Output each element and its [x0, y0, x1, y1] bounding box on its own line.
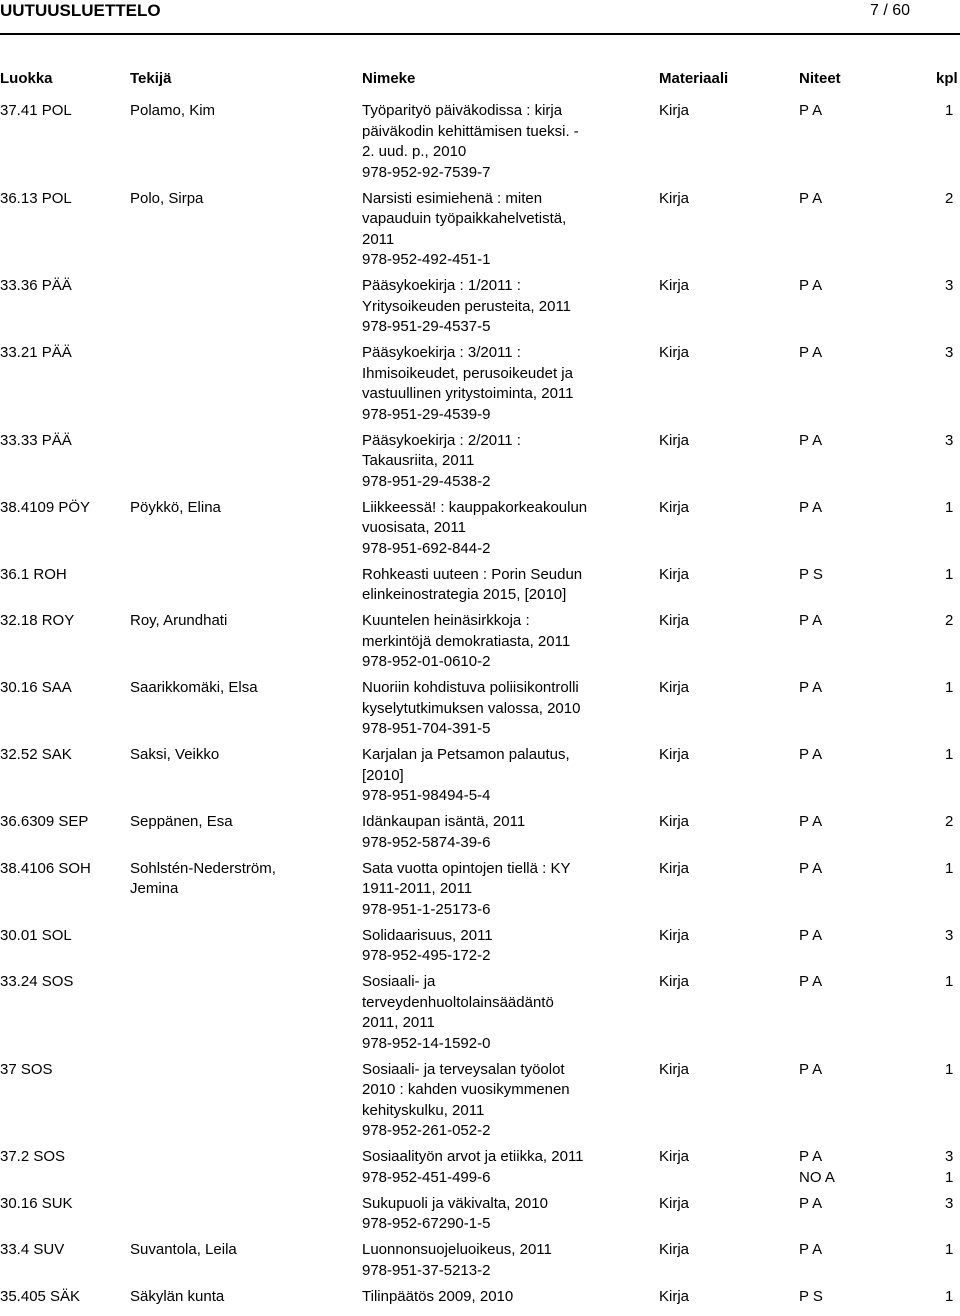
author-name: [130, 678, 360, 699]
class-code: 36.1 ROH: [0, 565, 67, 583]
title-line: Sosiaalityön arvot ja etiikka, 2011: [362, 1148, 584, 1165]
copy-count-value: 1: [945, 1060, 954, 1078]
copy-count: [945, 926, 953, 947]
copy-count: [945, 1240, 953, 1261]
title-line: 978-951-1-25173-6: [362, 900, 491, 918]
copy-count: [945, 745, 953, 766]
copy-count: [945, 431, 953, 452]
catalog-row: [0, 343, 960, 425]
title-block: [362, 859, 620, 921]
title-line: terveydenhuoltolainsäädäntö: [362, 993, 554, 1011]
title-line: 978-952-67290-1-5: [362, 1215, 491, 1232]
title-line: Kuuntelen heinäsirkkoja :: [362, 612, 530, 629]
material-type: Kirja: [659, 189, 690, 207]
copy-count-value: 2: [945, 189, 954, 207]
catalog-list: [0, 101, 960, 1313]
author-name: [130, 101, 360, 122]
notes: [799, 431, 822, 452]
material-type: Kirja: [659, 1194, 690, 1212]
material-type: Kirja: [659, 565, 690, 583]
class-code: 37.41 POL: [0, 102, 72, 119]
material-type: Kirja: [659, 1148, 690, 1165]
notes: [799, 343, 822, 364]
author-name: [130, 812, 360, 833]
catalog-row: [0, 926, 960, 967]
notes-line: P A: [799, 344, 823, 361]
author-name: [130, 859, 360, 900]
notes: [799, 1287, 823, 1308]
notes-line: P A: [799, 1241, 823, 1258]
author-line: Pöykkö, Elina: [130, 498, 221, 516]
notes-line: P A: [799, 679, 823, 696]
material-type: Kirja: [659, 679, 690, 696]
title-line: 978-952-92-7539-7: [362, 163, 491, 181]
author-name: [130, 1287, 360, 1308]
column-header-class: Luokka: [0, 70, 53, 87]
notes: [799, 565, 823, 586]
title-line: 978-951-692-844-2: [362, 539, 491, 557]
copy-count: [945, 1287, 953, 1308]
title-line: päiväkodin kehittämisen tueksi. -: [362, 122, 579, 140]
title-line: Pääsykoekirja : 2/2011 :: [362, 431, 521, 449]
title-line: 978-952-5874-39-6: [362, 833, 491, 851]
notes: [799, 189, 822, 210]
copy-count-value: 1: [945, 498, 954, 516]
notes-line: P A: [799, 813, 823, 830]
title-line: 978-952-14-1592-0: [362, 1034, 491, 1052]
copy-count-value: 3: [945, 344, 954, 361]
notes-line: P A: [799, 612, 823, 629]
material-type: Kirja: [659, 344, 690, 361]
column-header-author: Tekijä: [130, 70, 172, 87]
copy-count-value: 1: [945, 1168, 954, 1186]
title-line: 978-951-98494-5-4: [362, 787, 491, 804]
copy-count: [945, 189, 953, 210]
author-line: Sohlstén-Nederström,: [130, 859, 276, 877]
catalog-row: [0, 101, 960, 183]
author-name: [130, 611, 360, 632]
title-line: 2010 : kahden vuosikymmenen: [362, 1081, 570, 1098]
material-type: Kirja: [659, 1287, 690, 1305]
class-code: 38.4109 PÖY: [0, 498, 91, 516]
title-line: vastuullinen yritystoiminta, 2011: [362, 385, 574, 402]
title-line: 978-952-492-451-1: [362, 251, 491, 268]
title-line: kehityskulku, 2011: [362, 1101, 485, 1119]
notes: [799, 1240, 822, 1261]
catalog-row: [0, 1147, 960, 1188]
title-block: [362, 1240, 620, 1281]
material-type: Kirja: [659, 973, 690, 990]
author-line: Polo, Sirpa: [130, 189, 204, 207]
title-block: [362, 498, 620, 560]
title-block: [362, 745, 620, 807]
title-line: Sukupuoli ja väkivalta, 2010: [362, 1194, 548, 1212]
class-code: 36.6309 SEP: [0, 813, 89, 830]
page-title: UUTUUSLUETTELO: [0, 1, 161, 20]
copy-count: [945, 812, 953, 833]
title-block: [362, 343, 620, 425]
material-type: Kirja: [659, 859, 690, 877]
author-line: Suvantola, Leila: [130, 1241, 237, 1258]
title-line: Liikkeessä! : kauppakorkeakoulun: [362, 498, 588, 516]
catalog-row: [0, 745, 960, 807]
notes: [799, 678, 822, 699]
copy-count: [945, 678, 953, 699]
notes-line: P A: [799, 1148, 823, 1165]
class-code: 30.01 SOL: [0, 926, 72, 944]
title-block: [362, 926, 620, 967]
title-block: [362, 431, 620, 493]
notes-line: P A: [799, 1194, 823, 1212]
title-line: Pääsykoekirja : 1/2011 :: [362, 277, 521, 294]
title-line: 978-952-451-499-6: [362, 1168, 491, 1186]
notes-line: P A: [799, 859, 823, 877]
title-line: vuosisata, 2011: [362, 519, 466, 536]
copy-count: [945, 276, 953, 297]
catalog-row: [0, 431, 960, 493]
material-type: Kirja: [659, 612, 690, 629]
copy-count-value: 1: [945, 1241, 954, 1258]
author-line: Roy, Arundhati: [130, 612, 228, 629]
catalog-row: [0, 1194, 960, 1235]
catalog-row: [0, 1287, 960, 1308]
title-line: [2010]: [362, 766, 404, 784]
notes-line: NO A: [799, 1168, 835, 1186]
notes-line: P A: [799, 1060, 823, 1078]
author-line: Saarikkomäki, Elsa: [130, 679, 258, 696]
title-line: 2. uud. p., 2010: [362, 143, 467, 160]
title-line: 978-952-261-052-2: [362, 1122, 491, 1139]
column-header-material: Materiaali: [659, 70, 729, 87]
title-line: 2011, 2011: [362, 1014, 435, 1031]
notes: [799, 812, 822, 833]
author-line: Seppänen, Esa: [130, 813, 233, 830]
material-type: Kirja: [659, 431, 690, 449]
title-line: kyselytutkimuksen valossa, 2010: [362, 699, 581, 717]
material-type: Kirja: [659, 746, 690, 763]
catalog-row: [0, 276, 960, 338]
material-type: Kirja: [659, 102, 690, 119]
notes: [799, 1194, 822, 1215]
notes-line: P S: [799, 565, 823, 583]
author-line: Säkylän kunta: [130, 1287, 225, 1305]
catalog-row: [0, 565, 960, 606]
catalog-row: [0, 859, 960, 921]
author-name: [130, 498, 360, 519]
copy-count-value: 2: [945, 813, 954, 830]
class-code: 37.2 SOS: [0, 1148, 66, 1165]
copy-count-value: 3: [945, 431, 954, 449]
title-line: Nuoriin kohdistuva poliisikontrolli: [362, 679, 579, 696]
notes-line: P A: [799, 746, 823, 763]
catalog-row: [0, 1240, 960, 1281]
title-line: 978-952-01-0610-2: [362, 653, 491, 670]
class-code: 33.21 PÄÄ: [0, 344, 72, 361]
notes-line: P A: [799, 277, 823, 294]
title-line: Takausriita, 2011: [362, 452, 475, 469]
notes-line: P A: [799, 189, 823, 207]
column-header-title: Nimeke: [362, 70, 416, 87]
notes-line: P A: [799, 973, 823, 990]
title-line: 978-951-29-4537-5: [362, 318, 491, 335]
title-line: Sosiaali- ja terveysalan työolot: [362, 1060, 565, 1078]
material-type: Kirja: [659, 498, 690, 516]
title-line: Ihmisoikeudet, perusoikeudet ja: [362, 364, 573, 382]
catalog-row: [0, 498, 960, 560]
title-block: [362, 611, 620, 673]
author-line: Jemina: [130, 880, 179, 897]
notes-line: P A: [799, 102, 823, 119]
class-code: 32.18 ROY: [0, 612, 75, 629]
title-line: Sosiaali- ja: [362, 973, 436, 990]
column-header-notes: Niteet: [799, 70, 841, 87]
title-block: [362, 276, 620, 338]
title-block: [362, 565, 620, 606]
notes: [799, 1147, 835, 1188]
copy-count-value: 3: [945, 277, 954, 294]
notes: [799, 745, 822, 766]
copy-count: [945, 611, 953, 632]
title-line: Yritysoikeuden perusteita, 2011: [362, 297, 572, 315]
author-name: [130, 1240, 360, 1261]
material-type: Kirja: [659, 813, 690, 830]
copy-count-value: 3: [945, 926, 954, 944]
title-line: merkintöjä demokratiasta, 2011: [362, 632, 571, 650]
author-line: Saksi, Veikko: [130, 746, 220, 763]
notes: [799, 276, 822, 297]
title-block: [362, 189, 620, 271]
copy-count: [945, 1194, 953, 1215]
title-line: Solidaarisuus, 2011: [362, 926, 493, 944]
class-code: 30.16 SUK: [0, 1194, 73, 1212]
title-line: 978-951-704-391-5: [362, 720, 491, 737]
column-header-count: kpl: [936, 70, 958, 87]
material-type: Kirja: [659, 1241, 690, 1258]
class-code: 36.13 POL: [0, 189, 72, 207]
title-line: 978-951-29-4538-2: [362, 472, 491, 490]
copy-count: [945, 565, 953, 586]
page-number: 7 / 60: [870, 2, 911, 19]
copy-count: [945, 972, 953, 993]
class-code: 33.4 SUV: [0, 1241, 65, 1258]
title-block: [362, 1147, 620, 1188]
material-type: Kirja: [659, 926, 690, 944]
catalog-row: [0, 1060, 960, 1142]
title-line: Tilinpäätös 2009, 2010: [362, 1287, 514, 1305]
title-line: elinkeinostrategia 2015, [2010]: [362, 586, 567, 603]
title-line: Luonnonsuojeluoikeus, 2011: [362, 1241, 552, 1258]
copy-count-value: 1: [945, 1287, 954, 1305]
material-type: Kirja: [659, 277, 690, 294]
notes: [799, 611, 822, 632]
catalog-row: [0, 611, 960, 673]
copy-count: [945, 498, 953, 519]
class-code: 33.33 PÄÄ: [0, 431, 72, 449]
class-code: 32.52 SAK: [0, 746, 72, 763]
catalog-row: [0, 189, 960, 271]
author-line: Polamo, Kim: [130, 102, 216, 119]
title-line: Idänkaupan isäntä, 2011: [362, 813, 526, 830]
notes: [799, 859, 822, 880]
notes-line: P S: [799, 1287, 823, 1305]
class-code: 33.36 PÄÄ: [0, 277, 72, 294]
title-block: [362, 1287, 620, 1308]
notes: [799, 926, 822, 947]
title-block: [362, 101, 620, 183]
title-block: [362, 1194, 620, 1235]
title-line: Rohkeasti uuteen : Porin Seudun: [362, 565, 583, 583]
copy-count-value: 1: [945, 859, 954, 877]
notes: [799, 101, 822, 122]
author-name: [130, 745, 360, 766]
copy-count-value: 1: [945, 973, 954, 990]
title-line: 1911-2011, 2011: [362, 880, 473, 897]
title-line: Työparityö päiväkodissa : kirja: [362, 102, 563, 119]
title-block: [362, 678, 620, 740]
class-code: 30.16 SAA: [0, 679, 72, 696]
title-line: vapauduin työpaikkahelvetistä,: [362, 210, 567, 227]
notes-line: P A: [799, 498, 823, 516]
class-code: 35.405 SÄK: [0, 1287, 81, 1305]
class-code: 37 SOS: [0, 1060, 53, 1078]
header-rule: [0, 33, 960, 35]
notes-line: P A: [799, 926, 823, 944]
title-line: Sata vuotta opintojen tiellä : KY: [362, 859, 571, 877]
title-line: 2011: [362, 230, 395, 248]
title-line: Narsisti esimiehenä : miten: [362, 189, 543, 207]
author-name: [130, 189, 360, 210]
title-block: [362, 812, 620, 853]
title-block: [362, 972, 620, 1054]
title-line: 978-951-29-4539-9: [362, 405, 491, 423]
copy-count-value: 1: [945, 746, 954, 763]
title-line: Pääsykoekirja : 3/2011 :: [362, 344, 521, 361]
copy-count: [945, 1147, 953, 1188]
notes: [799, 972, 822, 993]
copy-count-value: 1: [945, 565, 954, 583]
copy-count-value: 3: [945, 1194, 954, 1212]
copy-count-value: 2: [945, 612, 954, 629]
catalog-row: [0, 812, 960, 853]
material-type: Kirja: [659, 1060, 690, 1078]
title-block: [362, 1060, 620, 1142]
copy-count: [945, 101, 953, 122]
copy-count: [945, 343, 953, 364]
copy-count-value: 1: [945, 679, 954, 696]
copy-count: [945, 1060, 953, 1081]
notes-line: P A: [799, 431, 823, 449]
copy-count-value: 1: [945, 102, 954, 119]
copy-count: [945, 859, 953, 880]
notes: [799, 498, 822, 519]
title-line: Karjalan ja Petsamon palautus,: [362, 746, 570, 763]
notes: [799, 1060, 822, 1081]
catalog-row: [0, 972, 960, 1054]
catalog-row: [0, 678, 960, 740]
title-line: 978-951-37-5213-2: [362, 1261, 491, 1279]
copy-count-value: 3: [945, 1148, 954, 1165]
class-code: 33.24 SOS: [0, 973, 74, 990]
class-code: 38.4106 SOH: [0, 859, 91, 877]
title-line: 978-952-495-172-2: [362, 947, 491, 964]
